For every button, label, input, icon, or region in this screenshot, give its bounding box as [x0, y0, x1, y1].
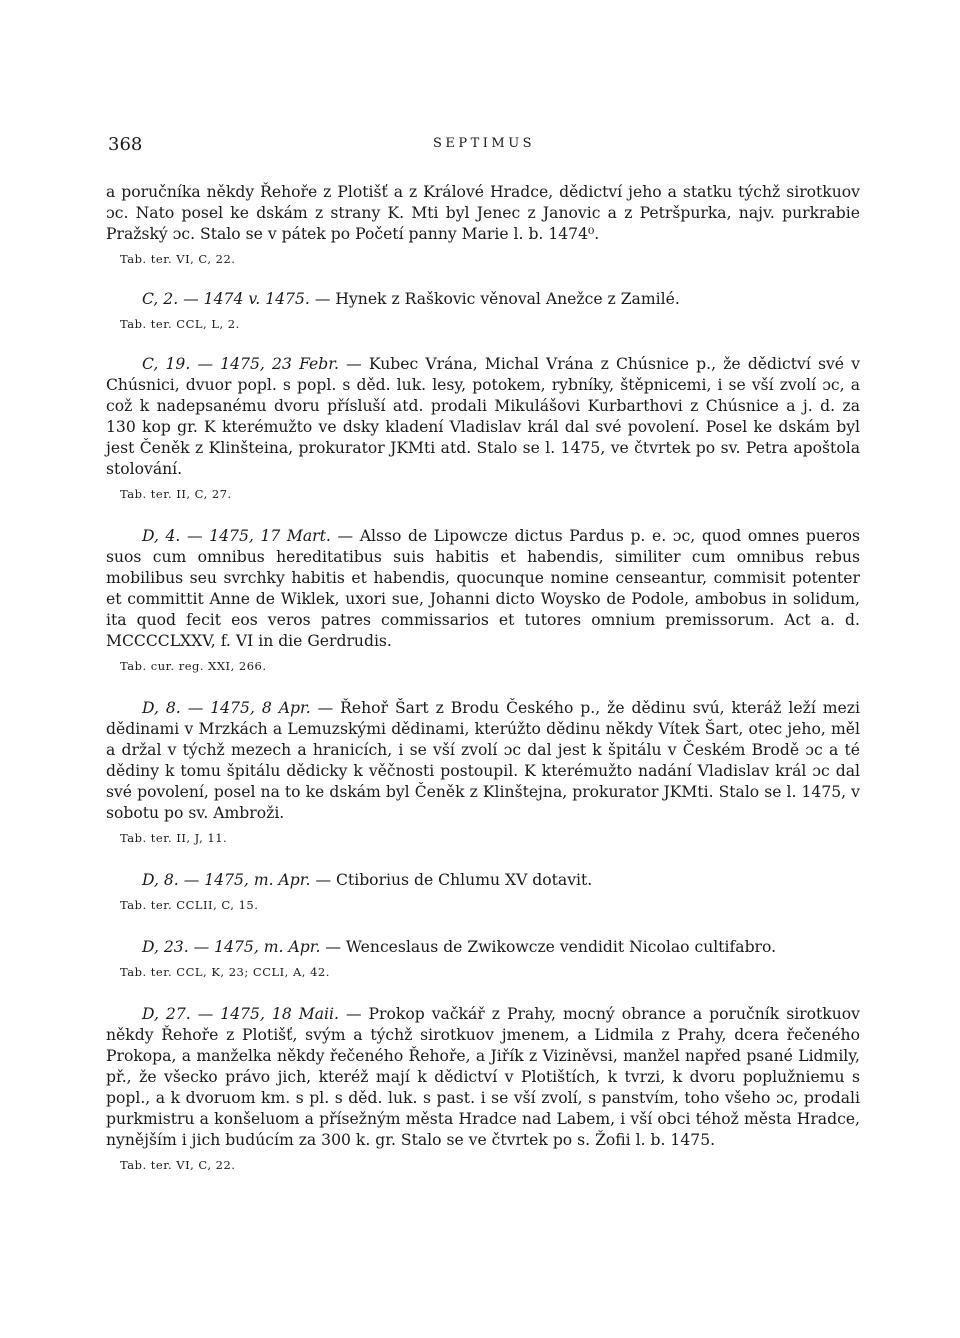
record-reference: Tab. ter. II, J, 11.: [120, 831, 228, 845]
record-signature: C, 2. — 1474 v. 1475.: [142, 290, 310, 308]
running-title: SEPTIMUS: [432, 136, 536, 151]
record-reference: Tab. ter. CCLII, C, 15.: [120, 898, 259, 912]
record-paragraph: [106, 870, 860, 891]
record-paragraph: [106, 289, 860, 310]
record-reference: Tab. ter. CCL, K, 23; CCLI, A, 42.: [120, 965, 330, 979]
record-signature: D, 8. — 1475, 8 Apr.: [142, 699, 311, 717]
record-signature: D, 27. — 1475, 18 Maii.: [142, 1005, 339, 1023]
record-paragraph: [106, 354, 860, 480]
record-paragraph: [106, 937, 860, 958]
record-reference: Tab. cur. reg. XXI, 266.: [120, 659, 267, 673]
record-signature: D, 4. — 1475, 17 Mart.: [142, 527, 331, 545]
record-reference: Tab. ter. CCL, L, 2.: [120, 317, 240, 331]
record-text: — Kubec Vrána, Michal Vrána z Chúsnice p., že dědictví své v Chúsnici, dvuor popl. s popl. s děd. luk. lesy, potokem, rybníky, štěpnicemi, i se vší zvolí ɔc, a což k nadepsanému dvoru přísluší atd. prodali Mikulášovi Kurbarthovi z Chúsnice a j. d. za 130 kop gr. K kterémužto ve dsky kladení Vladislav král dal své povolení. Posel ke dskám byl jest Čeněk z Klinšteina, prokurator JKMti atd. Stalo se l. 1475, ve čtvrtek po sv. Petra apoštola stolování.: [106, 355, 860, 478]
record-text: — Hynek z Raškovic věnoval Anežce z Zamilé.: [314, 290, 680, 308]
record-paragraph: [106, 526, 860, 652]
record-paragraph: [106, 1004, 860, 1151]
record-text: — Řehoř Šart z Brodu Českého p., že dědinu svú, kteráž leží mezi dědinami v Mrzkách a Lemuzskými dědinami, kterúžto dědinu někdy Vítek Šart, otec jeho, měl a držal v týchž mezech a hranicích, i se vší zvolí ɔc dal jest k špitálu v Českém Brodě ɔc a té dědiny k tomu špitálu dědicky k věčnosti postoupil. K kterémužto nadání Vladislav král ɔc dal své povolení, posel na to ke dskám byl Čeněk z Klinštejna, prokurator JKMti. Stalo se l. 1475, v sobotu po sv. Ambroži.: [106, 699, 860, 822]
record-reference: Tab. ter. II, C, 27.: [120, 487, 232, 501]
page-number: 368: [108, 134, 143, 155]
record-text: — Alsso de Lipowcze dictus Pardus p. e. ɔc, quod omnes pueros suos cum omnibus hereditatibus suis habitis et habendis, similiter cum omnibus rebus mobilibus seu svrchky habitis et habendis, quocunque nomine censeantur, commisit potenter et committit Anne de Wiklek, uxori sue, Johanni dicto Woysko de Podole, ambobus in solidum, ita quod fecit eos veros patres commissarios et tutores omnium premissorum. Act a. d. MCCCCLXXV, f. VI in die Gerdrudis.: [106, 527, 860, 650]
record-signature: C, 19. — 1475, 23 Febr.: [142, 355, 339, 373]
record-signature: D, 23. — 1475, m. Apr.: [142, 938, 321, 956]
record-text: — Wenceslaus de Zwikowcze vendidit Nicolao cultifabro.: [325, 938, 777, 956]
intro-paragraph: a poručníka někdy Řehoře z Plotišť a z Králové Hradce, dědictví jeho a statku týchž sirotkuov ɔc. Nato posel ke dskám z strany K. Mti byl Jenec z Janovic a z Petršpurka, najv. purkrabie Pražský ɔc. Stalo se v pátek po Početí panny Marie l. b. 1474⁰.: [106, 183, 860, 243]
record-text: — Prokop vačkář z Prahy, mocný obrance a poručník sirotkuov někdy Řehoře z Plotišť, svým a týchž sirotkuov jmenem, a Lidmila z Prahy, dcera řečeného Prokopa, a manželka někdy řečeného Řehoře, a Jiřík z Viziněvsi, manžel napřed psané Lidmily, př., že všecko právo jich, kteréž mají k dědictví v Plotištích, k tvrzi, k dvoru poplužniemu s popl., a k dvoruom km. s pl. s děd. luk. s past. i se vší zvolí, s panstvím, toho všeho ɔc, prodali purkmistru a konšeluom a přísežným města Hradce nad Labem, i vší obci téhož města Hradce, nynějším i jich budúcím za 300 k. gr. Stalo se ve čtvrtek po s. Žofii l. b. 1475.: [106, 1005, 860, 1149]
record-paragraph: [106, 698, 860, 824]
page-content: [106, 182, 860, 1173]
record-signature: D, 8. — 1475, m. Apr.: [142, 871, 311, 889]
page-header: [108, 134, 860, 158]
record-reference: Tab. ter. VI, C, 22.: [120, 1158, 236, 1172]
record-text: — Ctiborius de Chlumu XV dotavit.: [315, 871, 593, 889]
intro-reference: Tab. ter. VI, C, 22.: [120, 252, 236, 266]
